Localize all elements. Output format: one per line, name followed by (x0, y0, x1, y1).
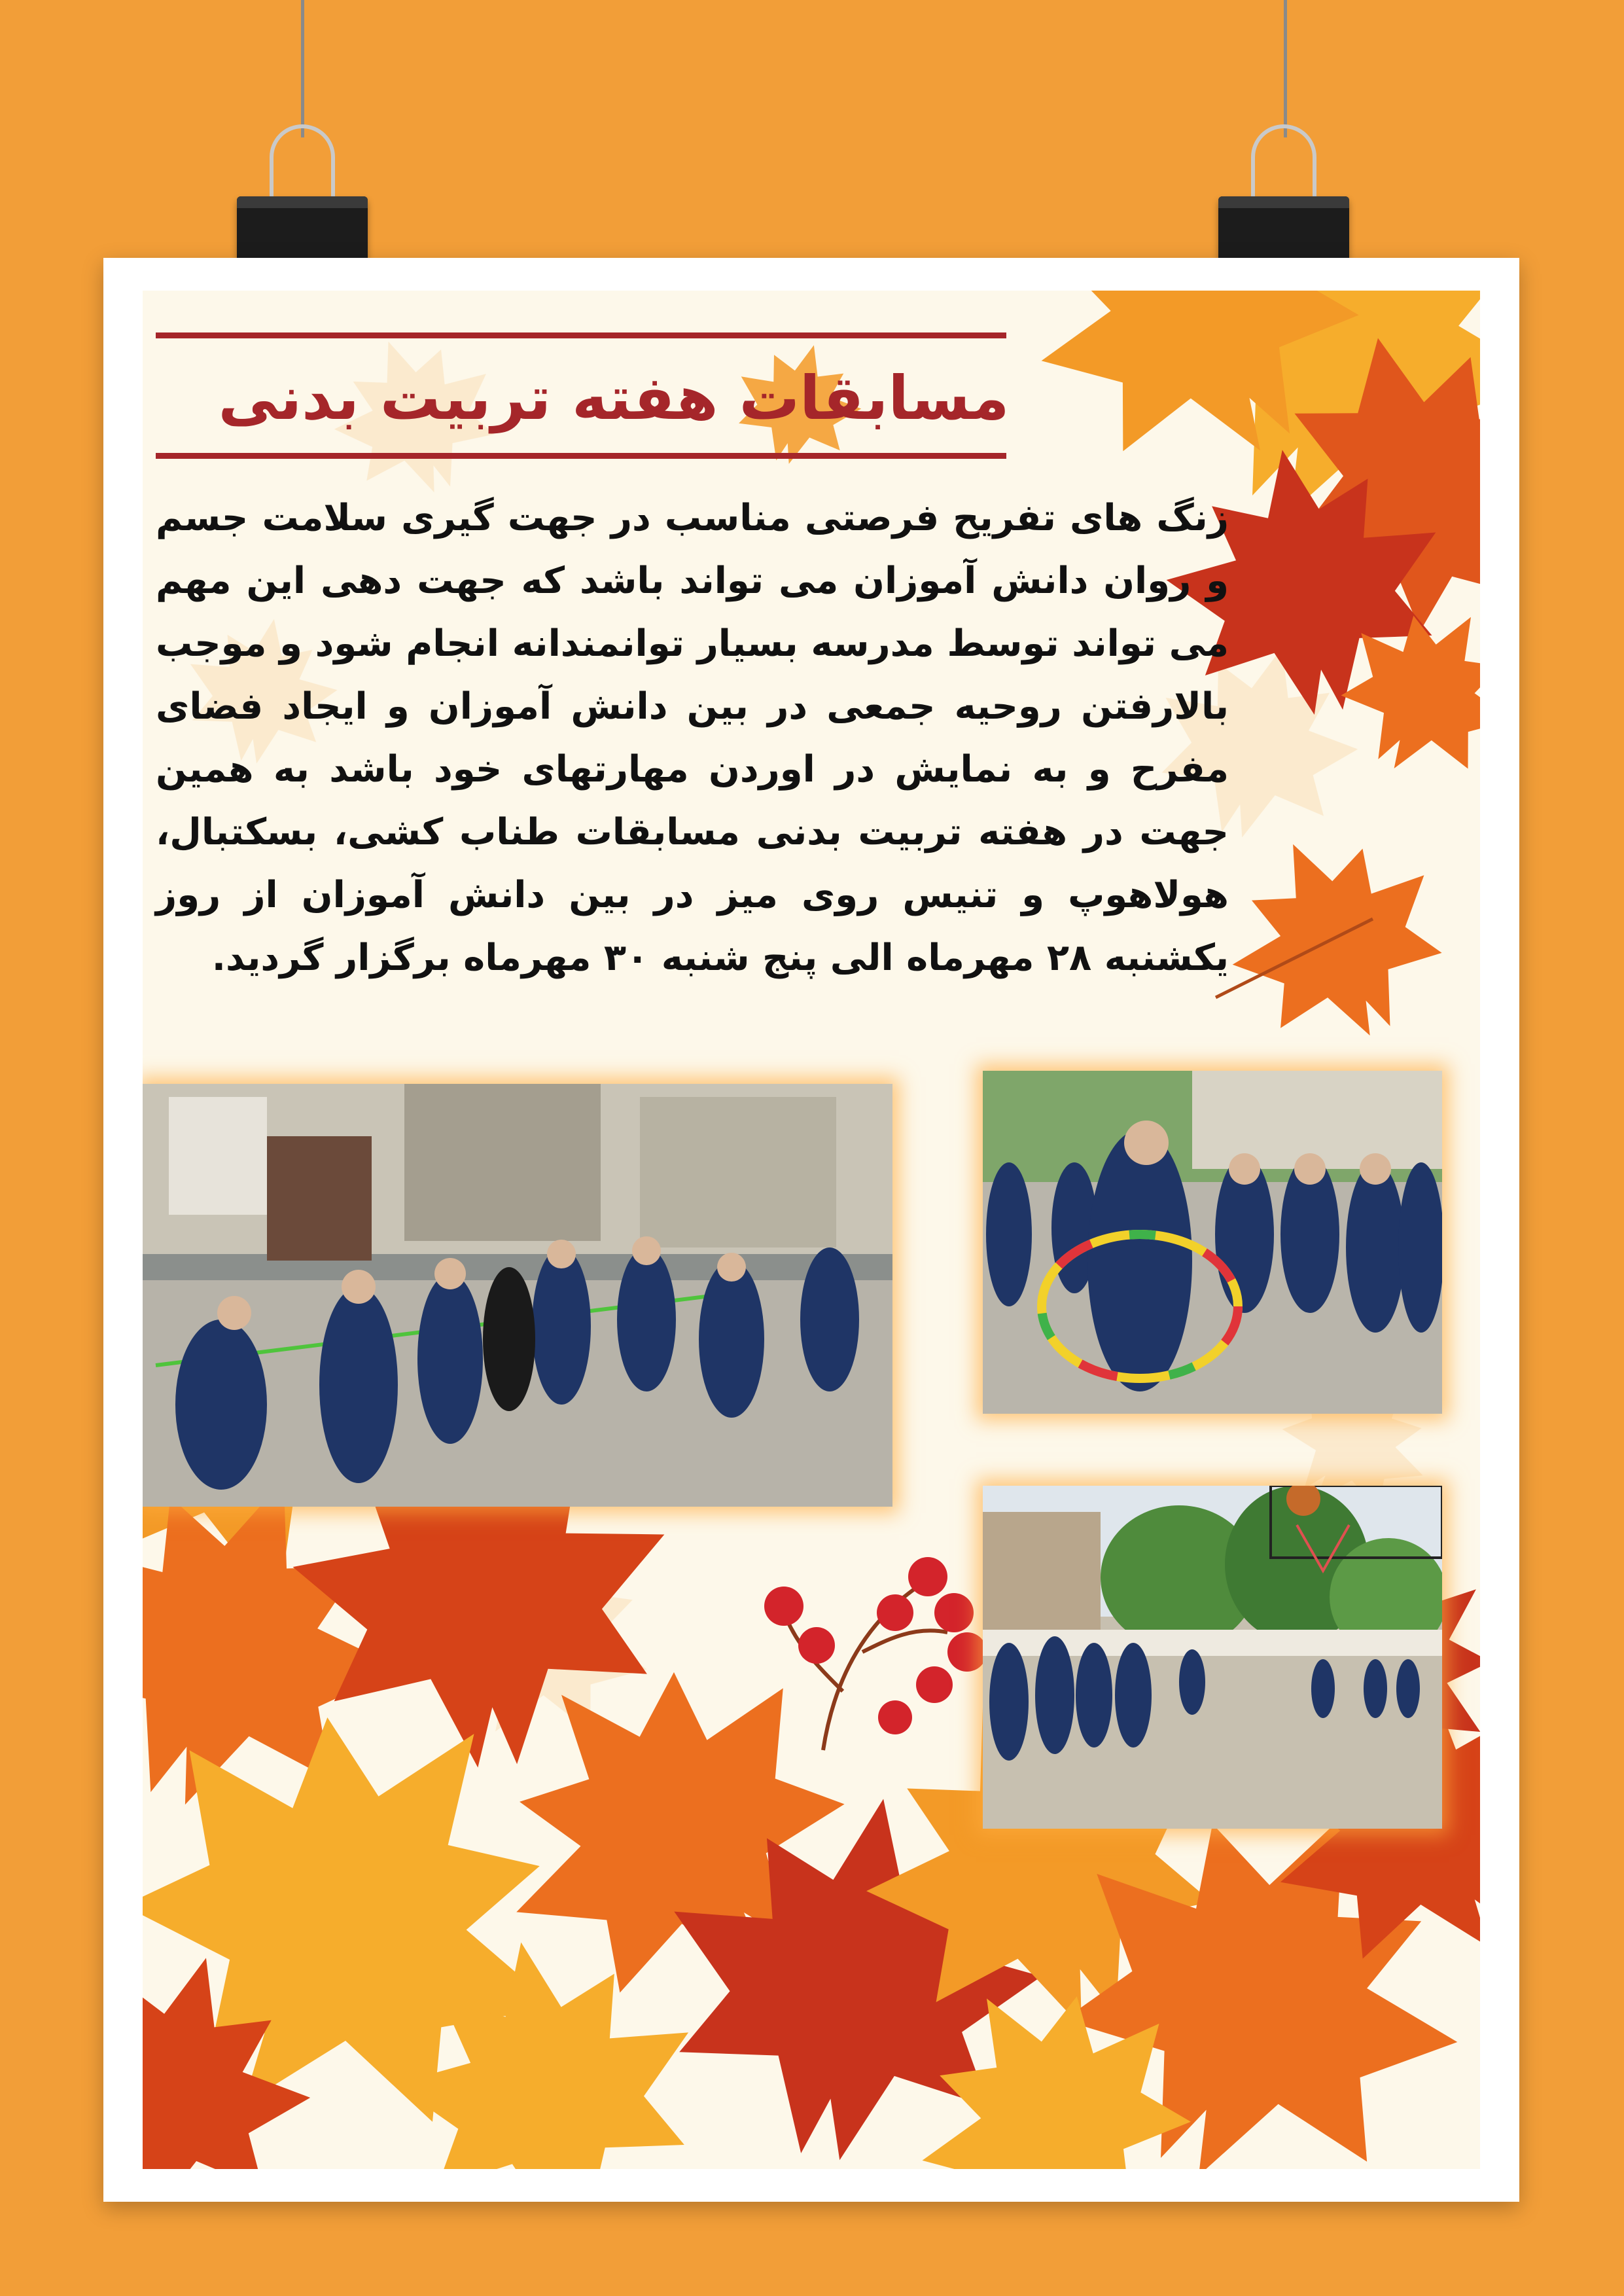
binder-clip-left-icon (237, 124, 368, 268)
hanging-string-right (1284, 0, 1287, 137)
poster-paper (103, 258, 1519, 2202)
page-title: مسابقات هفته تربیت بدنی (218, 363, 1010, 433)
photo-basketball-court (983, 1486, 1442, 1829)
binder-clip-right-icon (1218, 124, 1349, 268)
title-rule-top (156, 332, 1006, 338)
poster-inner (143, 291, 1480, 2169)
hanging-string-left (301, 0, 304, 137)
announcement-text: زنگ های تفریح فرصتی مناسب در جهت گیری سلامت جسم و روان دانش آموزان می تواند باشد که جهت دهی این مهم می تواند توسط مدرسه بسیار توانمندانه انجام شود و موجب بالارفتن روحیه جمعی در بین دانش آموزان و ایجاد فضای مفرح و به نمایش در اوردن مهارتهای خود باشد به همین جهت در هفته تربیت بدنی مسابقات طناب کشی، بسکتبال، هولاهوپ و تنیس روی میز در بین دانش آموزان از روز یکشنبه ۲۸ مهرماه الی پنج شنبه ۳۰ مهرماه برگزار گردید. (156, 497, 1229, 979)
photo-hula-hoop (983, 1071, 1442, 1414)
title-rule-bottom (156, 453, 1006, 459)
photo-tug-of-war (143, 1084, 892, 1507)
berries-icon (784, 1580, 947, 1750)
